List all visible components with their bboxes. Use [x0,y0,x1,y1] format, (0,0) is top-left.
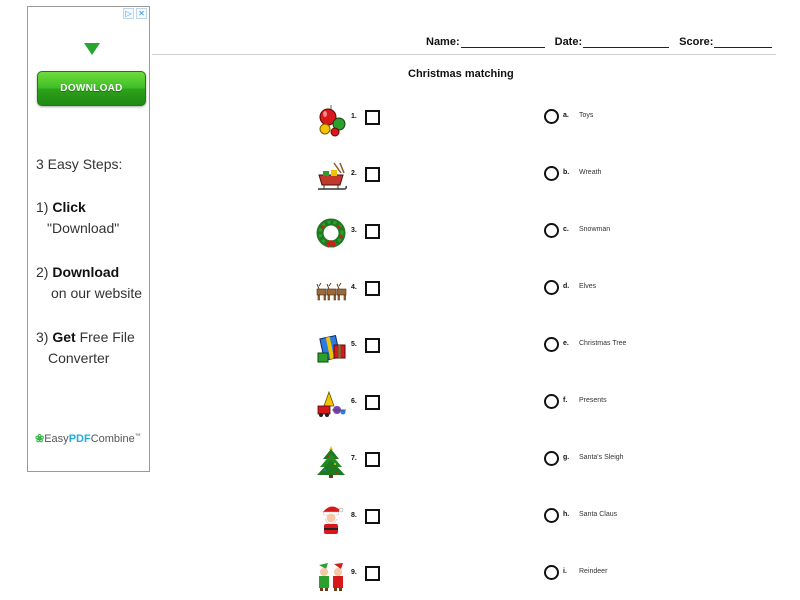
toys-icon [314,388,348,422]
ad-step-1-action: Click [52,199,86,215]
answer-word: Santa's Sleigh [579,454,624,461]
ad-step-3-number: 3) [36,329,49,345]
answer-radio[interactable] [544,166,559,181]
item-row [312,557,382,593]
brand-part-combine: Combine [90,433,135,445]
item-number: 2. [351,170,357,177]
wreath-icon [314,217,348,251]
answer-row [544,166,664,182]
answer-radio[interactable] [544,280,559,295]
sleigh-icon [314,160,348,194]
ornaments-icon [314,103,348,137]
answer-word: Santa Claus [579,511,618,518]
leaf-icon: ❀ [35,433,45,445]
answer-checkbox[interactable] [365,224,380,239]
ad-step-2-detail: on our website [51,285,143,301]
score-field[interactable] [679,36,772,48]
answer-checkbox[interactable] [365,452,380,467]
answer-row [544,394,664,410]
item-row [312,443,382,479]
ad-corner-controls [123,8,147,19]
item-number: 7. [351,455,357,462]
answer-checkbox[interactable] [365,566,380,581]
item-number: 9. [351,569,357,576]
worksheet-title: Christmas matching [408,68,514,80]
item-number: 5. [351,341,357,348]
ad-step-1-number: 1) [36,199,49,215]
item-number: 4. [351,284,357,291]
ad-step-1-detail: "Download" [47,220,120,236]
item-row [312,215,382,251]
answer-checkbox[interactable] [365,395,380,410]
answer-row [544,565,664,581]
answer-checkbox[interactable] [365,338,380,353]
answer-letter: i. [563,568,567,575]
item-number: 8. [351,512,357,519]
answer-word: Wreath [579,169,602,176]
answer-word: Christmas Tree [579,340,627,347]
answer-word: Toys [579,112,594,119]
item-number: 6. [351,398,357,405]
worksheet-header [426,36,772,48]
ad-step-1 [36,197,119,239]
answer-letter: d. [563,283,570,290]
answer-radio[interactable] [544,565,559,580]
answer-letter: g. [563,454,570,461]
score-blank[interactable] [714,36,772,48]
item-row [312,101,382,137]
answer-radio[interactable] [544,508,559,523]
adchoices-icon[interactable]: ▷ [123,8,134,19]
santa-claus-icon [314,502,348,536]
answer-word: Elves [579,283,597,290]
christmas-tree-icon [314,445,348,479]
ad-step-3-detail-2: Converter [48,350,110,366]
arrow-down-icon [84,43,100,55]
date-blank[interactable] [583,36,669,48]
item-number: 3. [351,227,357,234]
date-label: Date: [554,36,583,48]
answer-row [544,109,664,125]
item-row [312,329,382,365]
header-divider [152,54,776,55]
item-row [312,500,382,536]
item-row [312,272,382,308]
ad-step-3-detail: Free File [75,329,135,345]
name-field[interactable] [426,36,545,48]
item-row [312,386,382,422]
answer-letter: e. [563,340,569,347]
date-field[interactable] [555,36,670,48]
answer-checkbox[interactable] [365,509,380,524]
answer-word: Reindeer [579,568,608,575]
item-number: 1. [351,113,357,120]
name-blank[interactable] [461,36,545,48]
answer-radio[interactable] [544,394,559,409]
answer-word: Snowman [579,226,611,233]
answer-checkbox[interactable] [365,167,380,182]
presents-icon [314,331,348,365]
ad-step-3 [36,327,135,369]
answer-radio[interactable] [544,109,559,124]
answer-row [544,280,664,296]
answer-letter: a. [563,112,569,119]
ad-step-3-action: Get [52,329,76,345]
answer-row [544,337,664,353]
answer-radio[interactable] [544,451,559,466]
reindeer-icon [314,274,348,308]
ad-steps-heading: 3 Easy Steps: [36,156,123,172]
ad-brand-logo[interactable]: ❀EasyPDFCombine™ [35,433,141,445]
answer-radio[interactable] [544,223,559,238]
answer-checkbox[interactable] [365,110,380,125]
ad-panel [27,6,150,472]
answer-letter: b. [563,169,570,176]
elves-icon [314,559,348,593]
answer-radio[interactable] [544,337,559,352]
close-icon[interactable]: ✕ [136,8,147,19]
ad-step-2-action: Download [52,264,120,280]
download-button[interactable]: DOWNLOAD [37,71,146,106]
answer-letter: h. [563,511,570,518]
brand-part-easy: Easy [44,433,69,445]
answer-letter: f. [563,397,568,404]
answer-row [544,508,664,524]
answer-row [544,223,664,239]
item-row [312,158,382,194]
brand-part-pdf: PDF [68,433,91,445]
ad-step-2-number: 2) [36,264,49,280]
answer-checkbox[interactable] [365,281,380,296]
answer-letter: c. [563,226,569,233]
answer-word: Presents [579,397,607,404]
name-label: Name: [426,36,460,48]
ad-step-2 [36,262,142,304]
answer-row [544,451,664,467]
score-label: Score: [679,36,714,48]
